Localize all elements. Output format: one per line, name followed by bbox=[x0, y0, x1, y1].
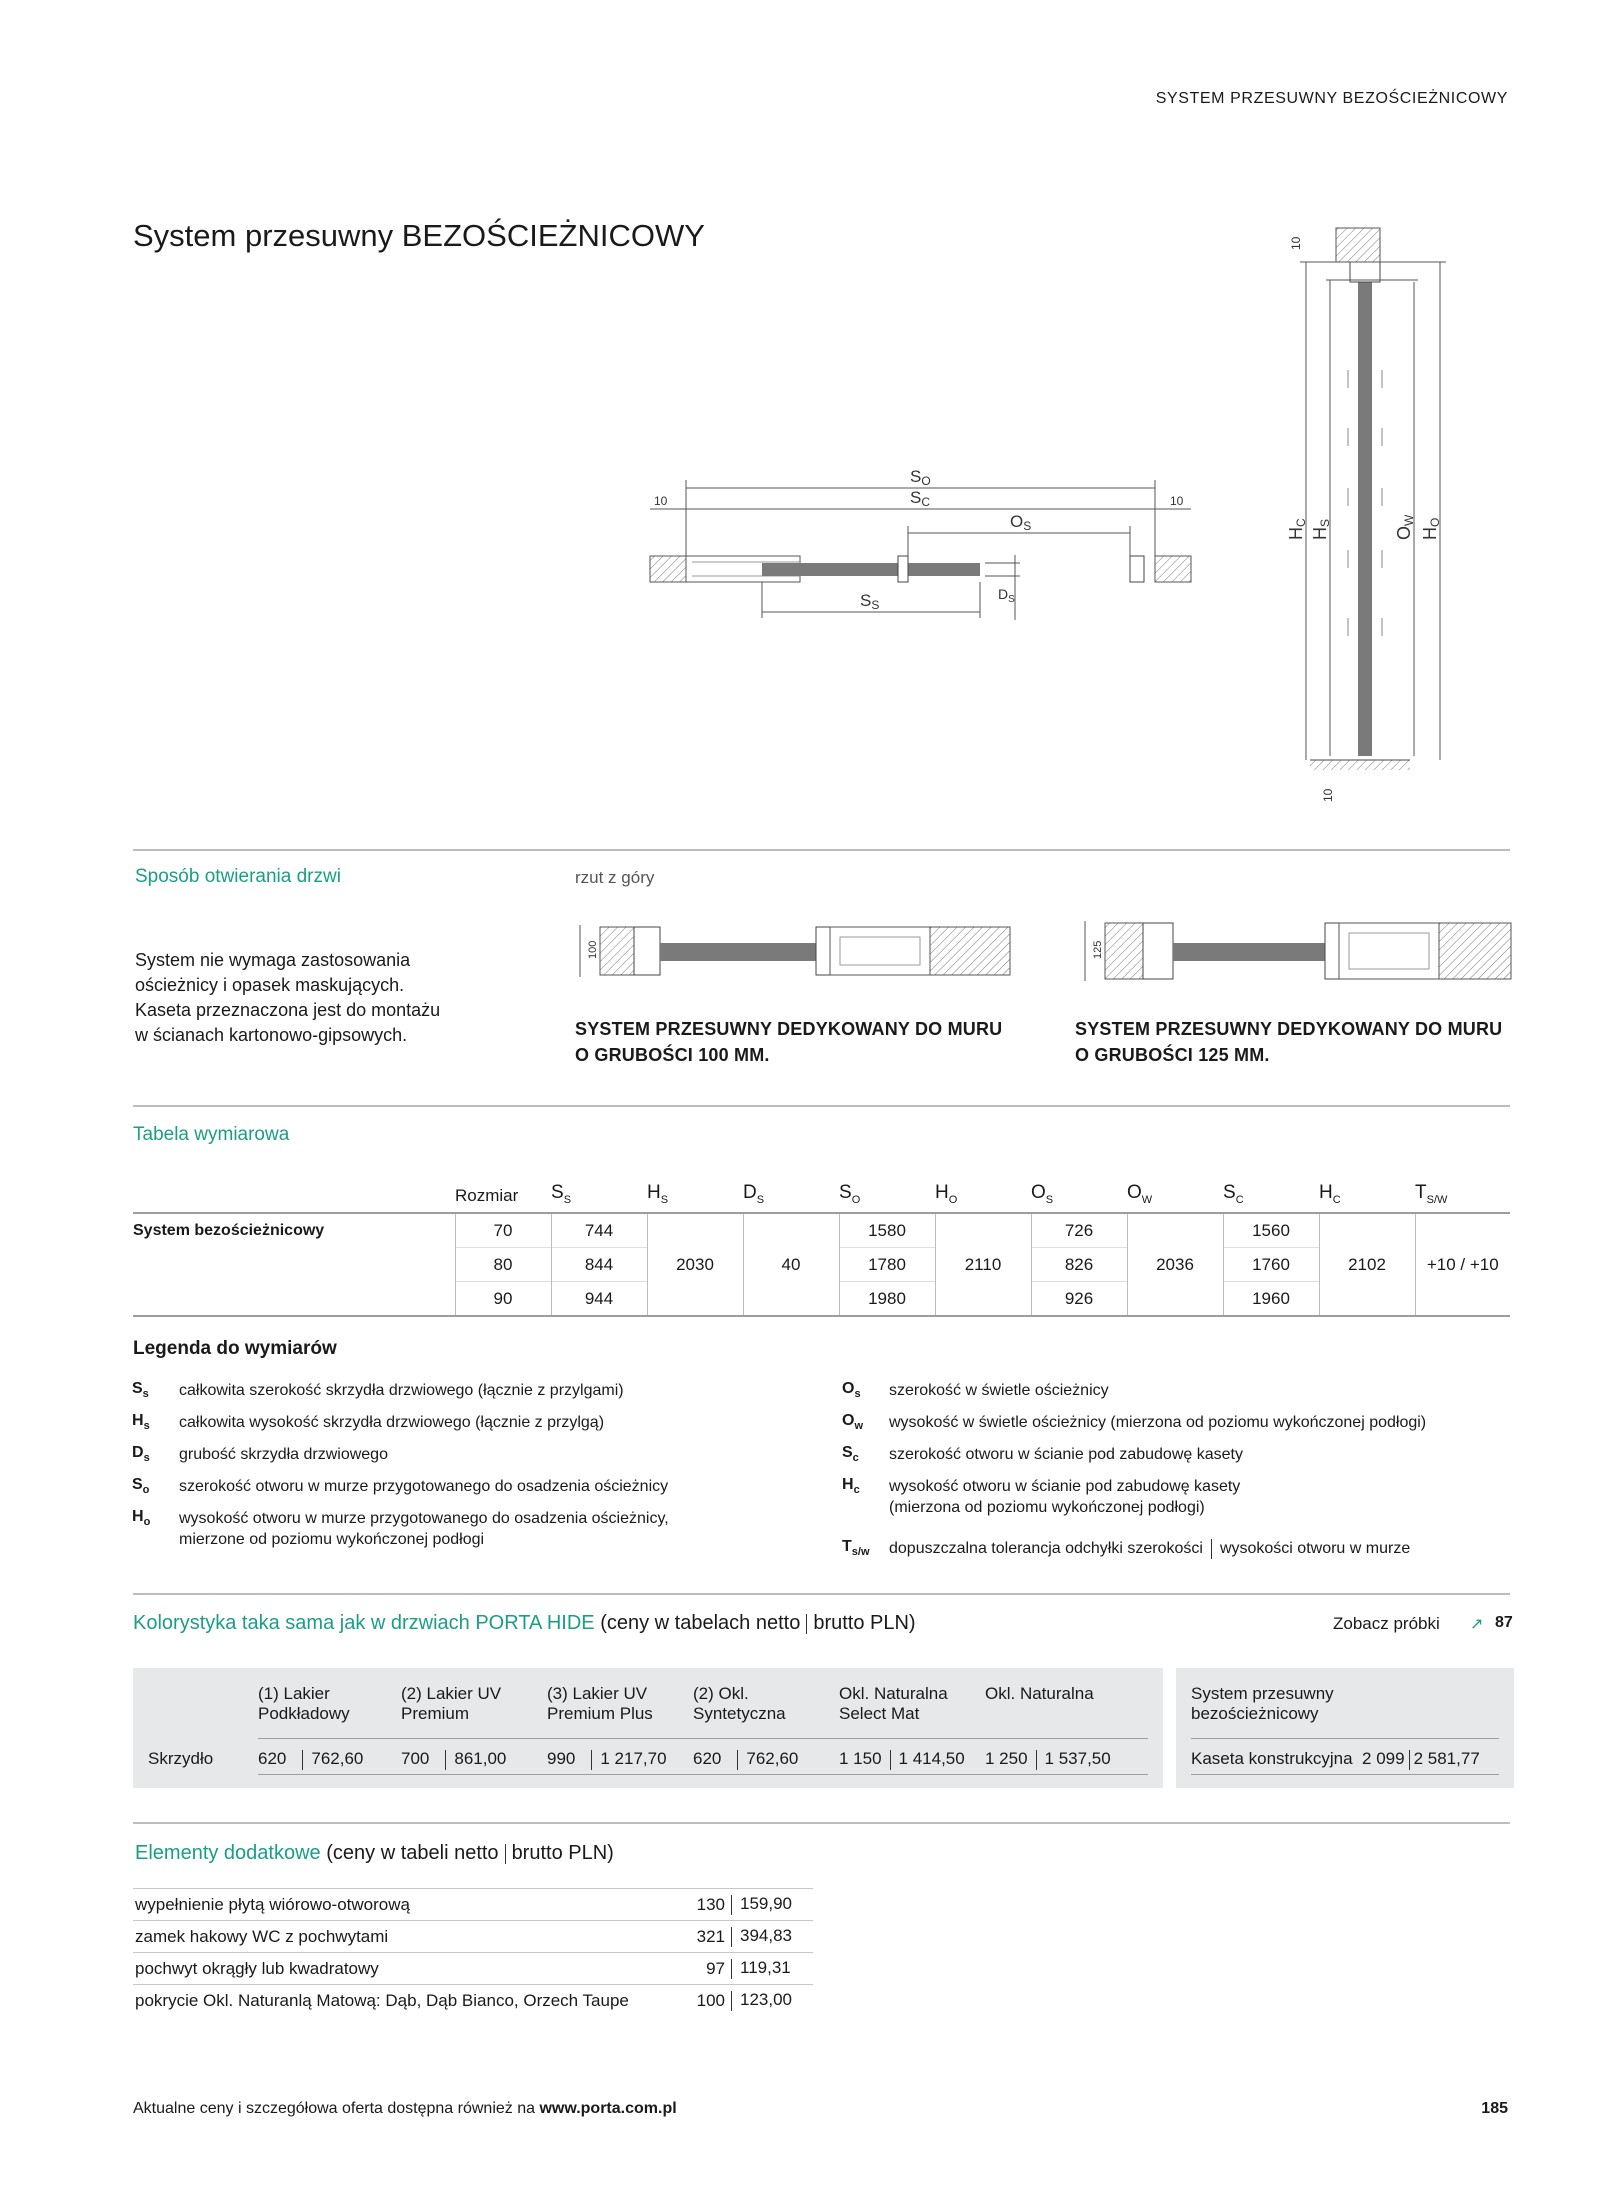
cell-rozmiar: 70 bbox=[455, 1213, 551, 1248]
footer-text: Aktualne ceny i szczegółowa oferta dostępna również na www.porta.com.pl bbox=[133, 2100, 677, 2117]
cell-sc: 1960 bbox=[1223, 1282, 1319, 1317]
opening-title: Sposób otwierania drzwi bbox=[135, 866, 341, 887]
table-row bbox=[133, 1213, 1510, 1248]
wall-left bbox=[650, 556, 686, 582]
legend-symbol: $H_o$ bbox=[132, 1508, 151, 1529]
hc-label: HC bbox=[1286, 518, 1308, 540]
cell-so: 1780 bbox=[839, 1248, 935, 1282]
dim-10-bottom: 10 bbox=[1321, 788, 1335, 802]
legend-symbol: $H_c$ bbox=[842, 1476, 860, 1497]
legend-symbol: $S_c$ bbox=[842, 1444, 859, 1465]
ss-label: SS bbox=[860, 591, 880, 612]
dim-table-title: Tabela wymiarowa bbox=[133, 1124, 290, 1145]
cell-ow: 2036 bbox=[1127, 1213, 1223, 1316]
extra-name: pochwyt okrągły lub kwadratowy bbox=[133, 1953, 663, 1985]
col-ho: $H_O$ bbox=[935, 1182, 958, 1206]
extra-net: 130 bbox=[663, 1889, 729, 1921]
os-label: OS bbox=[1010, 512, 1032, 533]
col-so: $S_O$ bbox=[839, 1182, 861, 1206]
col-ds: $D_S$ bbox=[743, 1182, 765, 1206]
legend-symbol: $T_{s/w}$ bbox=[842, 1538, 870, 1559]
legend-text: wysokość otworu w murze przygotowanego do osadzenia ościeżnicy, mierzone od poziomu wykończonej podłogi bbox=[179, 1510, 669, 1548]
extras-title: Elementy dodatkowe (ceny w tabeli netto brutto PLN) bbox=[135, 1842, 614, 1864]
cell-ss: 944 bbox=[551, 1282, 647, 1317]
extra-name: zamek hakowy WC z pochwytami bbox=[133, 1921, 663, 1953]
door-leaf bbox=[762, 563, 980, 576]
col-os: $O_S$ bbox=[1031, 1182, 1054, 1206]
row-label: Skrzydło bbox=[148, 1749, 214, 1768]
dimension-table bbox=[133, 1160, 1510, 1317]
running-head: SYSTEM PRZESUWNY BEZOŚCIEŻNICOWY bbox=[1155, 90, 1508, 107]
hs-label: HS bbox=[1310, 518, 1332, 540]
price-value: 990 1 217,70 bbox=[547, 1749, 667, 1768]
legend-text: grubość skrzydła drzwiowego bbox=[179, 1446, 388, 1463]
cell-os: 726 bbox=[1031, 1213, 1127, 1248]
price-value: 1 150 1 414,50 bbox=[839, 1749, 965, 1768]
legend-text: wysokość otworu w ścianie pod zabudowę kasety (mierzona od poziomu wykończonej podłogi) bbox=[889, 1478, 1241, 1516]
price-value: 620 762,60 bbox=[258, 1749, 364, 1768]
col-ss: $S_S$ bbox=[551, 1182, 572, 1206]
cell-hc: 2102 bbox=[1319, 1213, 1415, 1316]
caption-125: SYSTEM PRZESUWNY DEDYKOWANY DO MURU O GRUBOŚCI 125 MM. bbox=[1075, 1019, 1503, 1065]
floor bbox=[1310, 760, 1410, 770]
legend-text: szerokość otworu w murze przygotowanego do osadzenia ościeżnicy bbox=[179, 1478, 669, 1495]
legend-title: Legenda do wymiarów bbox=[133, 1338, 337, 1359]
opening-description: System nie wymaga zastosowania ościeżnicy i opasek maskujących. Kaseta przeznaczona jest do montażu w ścianach kartonowo-gipsowych. bbox=[135, 950, 441, 1045]
legend-text: całkowita wysokość skrzydła drzwiowego (łącznie z przylgą) bbox=[179, 1414, 605, 1431]
cell-ds: 40 bbox=[743, 1213, 839, 1316]
legend-symbol: $S_s$ bbox=[132, 1380, 149, 1401]
price-column: Okl. Naturalna bbox=[985, 1684, 1094, 1703]
wall-right bbox=[1155, 556, 1191, 582]
price-column: (2) Lakier UV Premium bbox=[401, 1684, 502, 1723]
cell-ss: 744 bbox=[551, 1213, 647, 1248]
legend-symbol: $D_s$ bbox=[132, 1444, 150, 1465]
extra-net: 321 bbox=[663, 1921, 729, 1953]
cell-os: 826 bbox=[1031, 1248, 1127, 1282]
extra-gross: 123,00 bbox=[729, 1985, 813, 2017]
extra-net: 97 bbox=[663, 1953, 729, 1985]
cell-sc: 1760 bbox=[1223, 1248, 1319, 1282]
cassette-price-box bbox=[1176, 1668, 1514, 1788]
price-column: (1) Lakier Podkładowy bbox=[258, 1684, 350, 1723]
caption-100: SYSTEM PRZESUWNY DEDYKOWANY DO MURU O GRUBOŚCI 100 MM. bbox=[575, 1019, 1003, 1065]
legend-symbol: $S_o$ bbox=[132, 1476, 150, 1497]
samples-page-ref[interactable]: 87 bbox=[1495, 1614, 1513, 1631]
system-name: System bezościeżnicowy bbox=[133, 1213, 455, 1316]
cell-ss: 844 bbox=[551, 1248, 647, 1282]
legend-text: szerokość otworu w ścianie pod zabudowę kasety bbox=[889, 1446, 1243, 1463]
cell-ho: 2110 bbox=[935, 1213, 1031, 1316]
cell-os: 926 bbox=[1031, 1282, 1127, 1317]
view-label: rzut z góry bbox=[575, 868, 655, 887]
table-row bbox=[133, 1953, 813, 1985]
colors-price-box bbox=[133, 1668, 1163, 1788]
table-row bbox=[133, 1889, 813, 1921]
footer-url[interactable]: www.porta.com.pl bbox=[539, 2100, 677, 2117]
section-125-drawing bbox=[1075, 915, 1520, 985]
extra-gross: 159,90 bbox=[729, 1889, 813, 1921]
col-sc: $S_C$ bbox=[1223, 1182, 1244, 1206]
legend-text: wysokość w świetle ościeżnicy (mierzona od poziomu wykończonej podłogi) bbox=[889, 1414, 1427, 1431]
wall-125-label: 125 bbox=[1092, 940, 1104, 959]
cell-so: 1580 bbox=[839, 1213, 935, 1248]
ow-label: OW bbox=[1394, 514, 1416, 540]
cassette-title: System przesuwny bezościeżnicowy bbox=[1191, 1684, 1334, 1723]
cell-rozmiar: 80 bbox=[455, 1248, 551, 1282]
elevation-door-leaf bbox=[1358, 280, 1372, 756]
table-row bbox=[133, 1921, 813, 1953]
legend-symbol: $O_w$ bbox=[842, 1412, 864, 1433]
price-value: 620 762,60 bbox=[693, 1749, 799, 1768]
price-column: (2) Okl. Syntetyczna bbox=[693, 1684, 786, 1723]
col-hs: $H_S$ bbox=[647, 1182, 669, 1206]
price-value: 1 250 1 537,50 bbox=[985, 1749, 1111, 1768]
see-samples-link[interactable]: Zobacz próbki bbox=[1333, 1614, 1440, 1633]
divider-opening bbox=[133, 849, 1510, 851]
so-label: SO bbox=[910, 467, 931, 488]
extra-net: 100 bbox=[696, 1990, 725, 2010]
arrow-icon[interactable]: ↗ bbox=[1470, 1616, 1484, 1633]
elevation-drawing bbox=[1270, 220, 1510, 810]
dim-10-top: 10 bbox=[1289, 236, 1303, 250]
divider-dimensions bbox=[133, 1105, 1510, 1107]
legend-symbol: $H_s$ bbox=[132, 1412, 150, 1433]
page-title: System przesuwny BEZOŚCIEŻNICOWY bbox=[133, 218, 705, 253]
extra-gross: 394,83 bbox=[729, 1921, 813, 1953]
dim-10-left: 10 bbox=[654, 494, 668, 508]
wall-100-label: 100 bbox=[587, 940, 599, 959]
cell-rozmiar: 90 bbox=[455, 1282, 551, 1317]
cell-sc: 1560 bbox=[1223, 1213, 1319, 1248]
price-column: Okl. Naturalna Select Mat bbox=[839, 1684, 948, 1723]
table-row bbox=[133, 1985, 813, 2017]
extra-name: pokrycie Okl. Naturanlą Matową: Dąb, Dąb Bianco, Orzech Taupe bbox=[135, 1990, 629, 2010]
col-ow: $O_W$ bbox=[1127, 1182, 1153, 1206]
divider-extras bbox=[133, 1822, 1510, 1824]
legend-text: dopuszczalna tolerancja odchyłki szerokości wysokości otworu w murze bbox=[889, 1540, 1411, 1557]
colors-title: Kolorystyka taka sama jak w drzwiach PORTA HIDE (ceny w tabelach netto brutto PLN) bbox=[133, 1612, 916, 1634]
page-number: 185 bbox=[1481, 2100, 1508, 2117]
plan-view-drawing bbox=[640, 460, 1210, 630]
divider-colors bbox=[133, 1593, 1510, 1595]
dim-10-right: 10 bbox=[1170, 494, 1184, 508]
legend-symbol: $O_s$ bbox=[842, 1380, 861, 1401]
ds-label: $D_S$ bbox=[998, 586, 1015, 605]
legend-text: całkowita szerokość skrzydła drzwiowego (łącznie z przylgami) bbox=[179, 1382, 624, 1399]
price-column: (3) Lakier UV Premium Plus bbox=[547, 1684, 653, 1723]
sc-label: SC bbox=[910, 488, 931, 509]
cassette-price: Kaseta konstrukcyjna 2 099 2 581,77 bbox=[1191, 1749, 1480, 1768]
extra-gross: 119,31 bbox=[729, 1953, 813, 1985]
extra-name: wypełnienie płytą wiórowo-otworową bbox=[133, 1889, 663, 1921]
extras-table bbox=[133, 1888, 813, 2016]
col-tsw: $T_{S/W}$ bbox=[1415, 1182, 1448, 1206]
cell-tsw: +10 / +10 bbox=[1415, 1213, 1510, 1316]
col-hc: $H_C$ bbox=[1319, 1182, 1341, 1206]
cell-so: 1980 bbox=[839, 1282, 935, 1317]
ho-label: HO bbox=[1420, 517, 1442, 540]
ceiling-wall bbox=[1336, 228, 1380, 262]
section-100-drawing bbox=[570, 915, 1020, 985]
col-rozmiar: Rozmiar bbox=[455, 1186, 519, 1205]
cell-hs: 2030 bbox=[647, 1213, 743, 1316]
price-value: 700 861,00 bbox=[401, 1749, 507, 1768]
legend-text: szerokość w świetle ościeżnicy bbox=[889, 1382, 1109, 1399]
